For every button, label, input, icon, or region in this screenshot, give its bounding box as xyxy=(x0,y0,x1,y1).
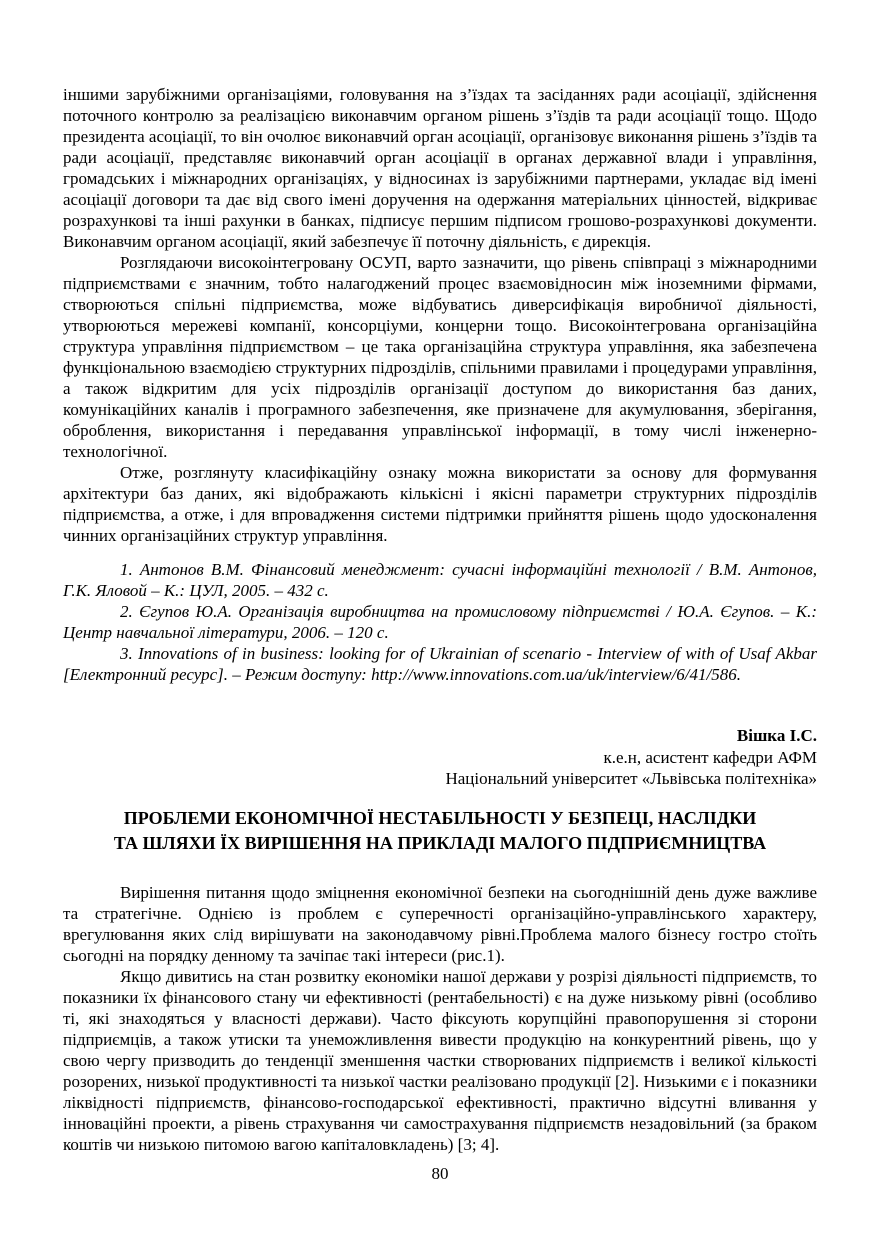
references-section xyxy=(63,559,817,685)
author-block xyxy=(63,725,817,790)
author-name: Вішка І.С. xyxy=(736,726,817,745)
article-title-line-2: ТА ШЛЯХИ ЇХ ВИРІШЕННЯ НА ПРИКЛАДІ МАЛОГО ПІДПРИЄМНИЦТВА xyxy=(113,832,767,853)
reference-item-3: 3. Innovations of in business: looking for of Ukrainian of scenario - Interview of with of Usaf Akbar [Електронний ресурс]. – Режим доступу: http://www.innovations.com.ua/uk/interview/6/41/586. xyxy=(63,644,817,684)
author-affiliation: Національний університет «Львівська політехніка» xyxy=(445,769,817,788)
page-number: 80 xyxy=(431,1164,449,1183)
paragraph-continuation: іншими зарубіжними організаціями, головування на з’їздах та засіданнях ради асоціації, здійснення поточного контролю за реалізацією виконавчим органом рішень з’їздів та ради асоціації тощо. Щодо президента асоціації, то він очолює виконавчий орган асоціації, організовує виконання рішень з’їздів та ради асоціації, представляє виконавчий орган асоціації в органах державної влади і управління, громадських і міжнародних організаціях, у відносинах із зарубіжними партнерами, укладає від імені асоціації договори та дає від свого імені доручення на одержання матеріальних цінностей, відкриває розрахункові та інші рахунки в банках, підписує першим підписом грошово-розрахункові документи. Виконавчим органом асоціації, який забезпечує її поточну діяльність, є дирекція. xyxy=(63,85,817,251)
reference-item-2: 2. Єгупов Ю.А. Організація виробництва на промисловому підприємстві / Ю.А. Єгупов. – К.: Центр навчальної літератури, 2006. – 120 с. xyxy=(63,602,817,642)
article-title xyxy=(63,806,817,856)
paragraph-osup: Розглядаючи високоінтегровану ОСУП, варто зазначити, що рівень співпраці з міжнародними підприємствами є значним, тобто налагоджений процес взаємовідносин між іноземними фірмами, створюються спільні підприємства, може відбуватись диверсифікація виробничої діяльності, утворюються мережеві компанії, консорціуми, концерни тощо. Високоінтегрована організаційна структура управління підприємством – це така організаційна структура управління, яка забезпечена функціональною взаємодією структурних підрозділів, спільними правилами і процедурами управління, а також відкритим для усіх підрозділів організації доступом до використання баз даних, комунікаційних каналів і програмного забезпечення, яке призначене для акумулювання, зберігання, оброблення, використання і передавання управлінської інформації, в тому числі інженерно-технологічної. xyxy=(63,253,817,461)
author-degree: к.е.н, асистент кафедри АФМ xyxy=(603,747,817,767)
paragraph-intro: Вирішення питання щодо зміцнення економічної безпеки на сьогоднішній день дуже важливе та стратегічне. Однією із проблем є суперечності організаційно-управлінського характеру, врегулювання яких слід вирішувати на законодавчому рівні.Проблема малого бізнесу гостро стоїть сьогодні на порядку денному та зачіпає такі інтереси (рис.1). xyxy=(63,882,817,965)
reference-item-1: 1. Антонов В.М. Фінансовий менеджмент: сучасні інформаційні технології / В.М. Антонов, Г.К. Яловой – К.: ЦУЛ, 2005. – 432 с. xyxy=(63,560,817,600)
paragraph-conclusion: Отже, розглянуту класифікаційну ознаку можна використати за основу для формування архітектури баз даних, які відображають кількісні і якісні параметри структурних підрозділів підприємства, а отже, і для впровадження системи підтримки прийняття рішень щодо удосконалення чинних організаційних структур управління. xyxy=(63,463,817,545)
article-title-line-1: ПРОБЛЕМИ ЕКОНОМІЧНОЇ НЕСТАБІЛЬНОСТІ У БЕЗПЕЦІ, НАСЛІДКИ xyxy=(123,807,757,828)
paragraph-economy-state: Якщо дивитись на стан розвитку економіки нашої держави у розрізі діяльності підприємств, то показники їх фінансового стану чи ефективності (рентабельності) є на дуже низькому рівні (особливо ті, які знаходяться у власності держави). Часто фіксують корупційні правопорушення зі сторони підприємців, а також утиски та унеможливлення вивести продукцію на конкурентний рівень, що у свою чергу призводить до тенденції зменшення частки створюваних підприємств і великої кількості розорених, низької продуктивності та низької частки реалізовано продукції [2]. Низькими є і показники ліквідності підприємств, фінансово-господарської ефективності, практично відсутні вливання у інноваційні проекти, а рівень страхування чи самострахування підприємств незадовільний (за браком коштів чи низькою питомою вагою капіталовкладень) [3; 4]. xyxy=(63,966,817,1154)
